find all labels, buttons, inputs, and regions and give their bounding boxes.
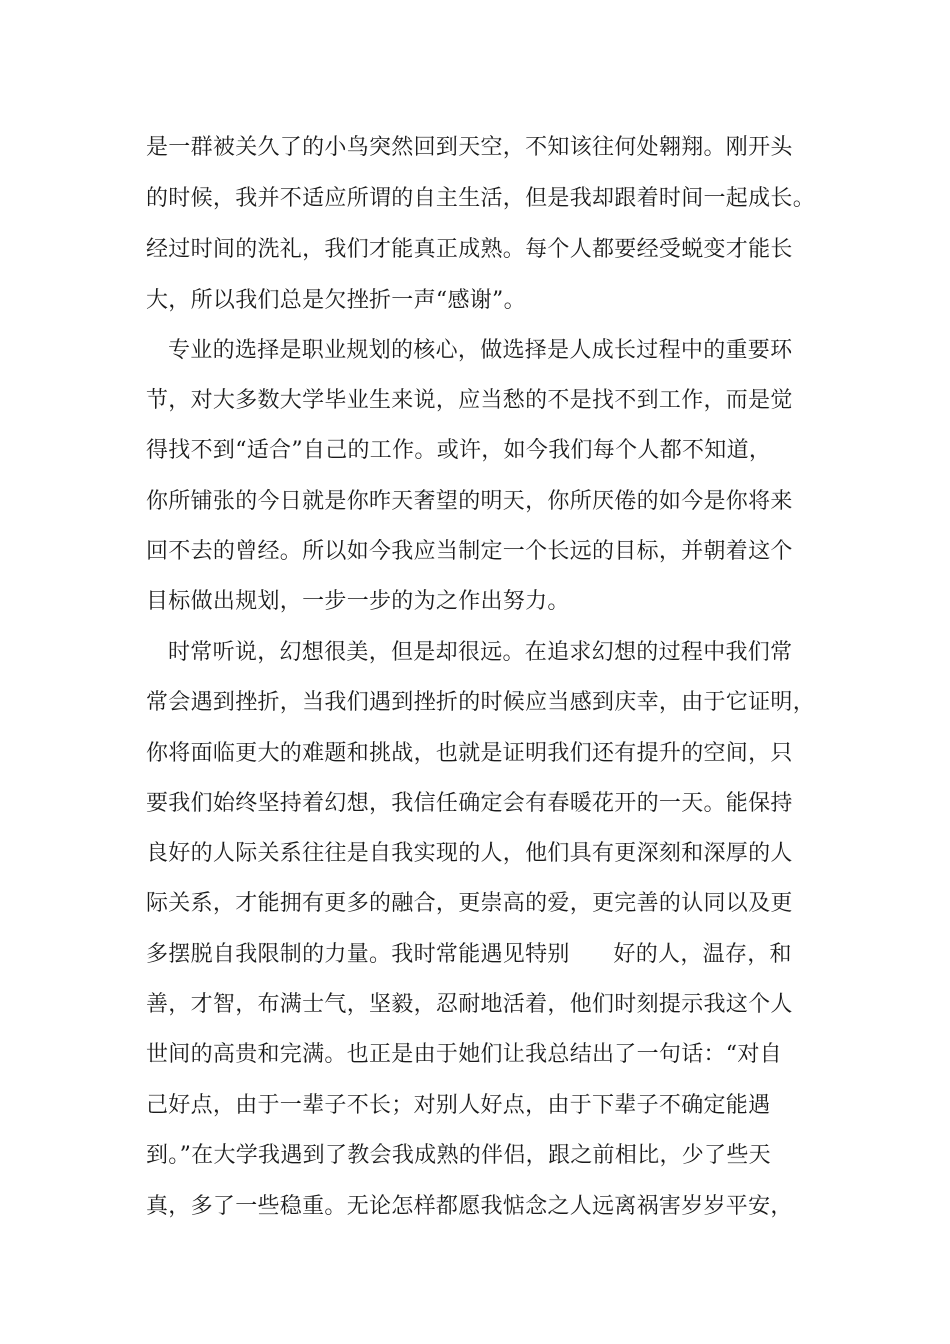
text-line: 良好的人际关系往往是自我实现的人，他们具有更深刻和深厚的人 — [146, 841, 793, 866]
text-line: 世间的高贵和完满。也正是由于她们让我总结出了一句话：“对自 — [146, 1042, 782, 1067]
text-line: 的时候，我并不适应所谓的自主生活，但是我却跟着时间一起成长。 — [146, 186, 816, 211]
text-line: 大，所以我们总是欠挫折一声“感谢”。 — [146, 288, 526, 313]
paragraph-first-line: 专业的选择是职业规划的核心，做选择是人成长过程中的重要环 — [168, 338, 793, 363]
paragraph-first-line: 时常听说，幻想很美，但是却很远。在追求幻想的过程中我们常 — [168, 640, 793, 665]
text-line: 己好点，由于一辈子不长；对别人好点，由于下辈子不确定能遇 — [146, 1093, 771, 1118]
text-line: 际关系，才能拥有更多的融合，更崇高的爱，更完善的认同以及更 — [146, 891, 793, 916]
text-line: 经过时间的洗礼，我们才能真正成熟。每个人都要经受蜕变才能长 — [146, 237, 793, 262]
text-line: 节，对大多数大学毕业生来说，应当愁的不是找不到工作，而是觉 — [146, 388, 793, 413]
text-line: 目标做出规划，一步一步的为之作出努力。 — [146, 589, 570, 614]
text-line: 要我们始终坚持着幻想，我信任确定会有春暖花开的一天。能保持 — [146, 791, 793, 816]
text-line: 你将面临更大的难题和挑战，也就是证明我们还有提升的空间，只 — [146, 741, 793, 766]
text-line: 善，才智，布满士气，坚毅，忍耐地活着，他们时刻提示我这个人 — [146, 992, 793, 1017]
text-line: 你所铺张的今日就是你昨天奢望的明天，你所厌倦的如今是你将来 — [146, 489, 793, 514]
text-line: 回不去的曾经。所以如今我应当制定一个长远的目标，并朝着这个 — [146, 539, 793, 564]
text-line: 多摆脱自我限制的力量。我时常能遇见特别 好的人，温存，和 — [146, 942, 792, 967]
text-line: 是一群被关久了的小鸟突然回到天空，不知该往何处翱翔。刚开头 — [146, 135, 793, 160]
text-line: 得找不到“适合”自己的工作。或许，如今我们每个人都不知道， — [146, 438, 772, 463]
text-line: 到。”在大学我遇到了教会我成熟的伴侣，跟之前相比，少了些天 — [146, 1143, 771, 1168]
text-line: 常会遇到挫折，当我们遇到挫折的时候应当感到庆幸，由于它证明， — [146, 690, 816, 715]
text-line: 真，多了一些稳重。无论怎样都愿我惦念之人远离祸害岁岁平安， — [146, 1194, 793, 1219]
